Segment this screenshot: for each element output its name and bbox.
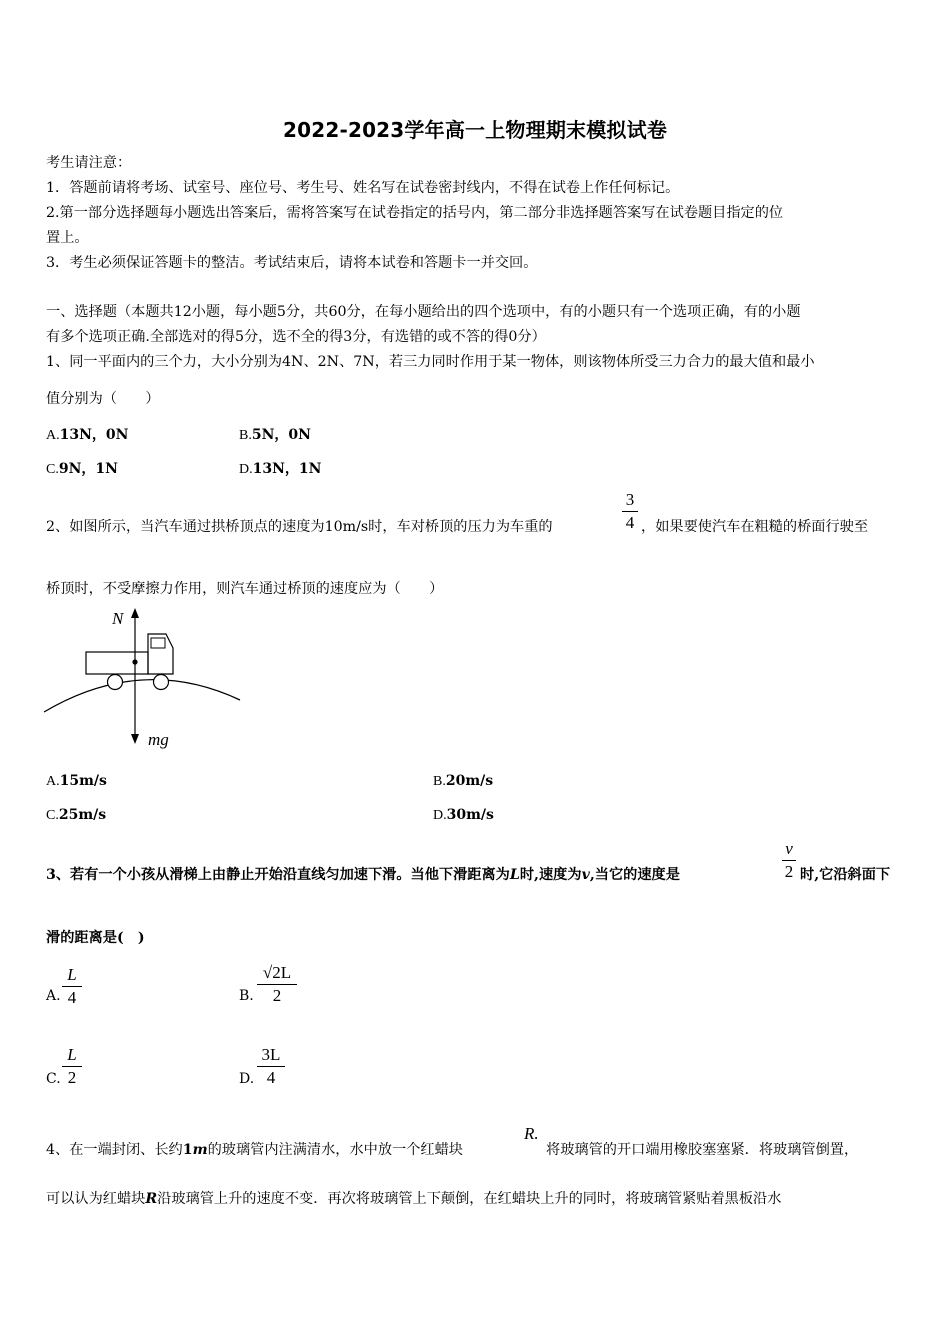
fraction-denominator: 2 <box>784 862 794 881</box>
q3-option-d-label: D. <box>239 1071 255 1087</box>
q3-fraction <box>782 840 796 881</box>
option-label: D. <box>433 808 447 823</box>
notice-item-3: 3．考生必须保证答题卡的整洁。考试结束后，请将本试卷和答题卡一并交回。 <box>46 255 538 271</box>
q3-option-a-fraction <box>62 966 82 1007</box>
q4-stem-line2 <box>46 1189 781 1209</box>
q3-text-d: 时,它沿斜面下 <box>800 867 891 883</box>
q3-text-a: 3、若有一个小孩从滑梯上由静止开始沿直线匀加速下滑。当他下滑距离为 <box>46 867 510 883</box>
q1-option-d <box>239 458 321 478</box>
q4-length: 1 <box>182 1142 193 1158</box>
option-text: 9N，1N <box>58 461 118 477</box>
q3-option-a-label: A. <box>46 988 61 1004</box>
notice-item-1: 1．答题前请将考场、试室号、座位号、考生号、姓名写在试卷密封线内，不得在试卷上作任何标记。 <box>46 180 680 196</box>
q2-stem-line1b: ，如果要使汽车在粗糙的桥面行驶至 <box>641 519 869 535</box>
q1-stem-line1: 1、同一平面内的三个力，大小分别为4N、2N、7N，若三力同时作用于某一物体，则该物体所受三力合力的最大值和最小 <box>46 354 815 370</box>
q2-option-b <box>433 773 493 790</box>
q4-text-b: 的玻璃管内注满清水，水中放一个红蜡块 <box>207 1142 463 1158</box>
q1-option-a <box>46 424 128 444</box>
q2-stem-line2: 桥顶时，不受摩擦力作用，则汽车通过桥顶的速度应为（ ） <box>46 581 444 597</box>
q2-stem-line1a: 2、如图所示，当汽车通过拱桥顶点的速度为10m/s时，车对桥顶的压力为车重的 <box>46 519 553 535</box>
option-label: D. <box>239 462 253 477</box>
q4-text-c: 将玻璃管的开口端用橡胶塞塞紧．将玻璃管倒置， <box>546 1142 859 1158</box>
q3-option-c-fraction <box>62 1046 82 1087</box>
option-label: B. <box>433 774 446 789</box>
option-label: A. <box>46 428 60 443</box>
option-label: B. <box>239 428 252 443</box>
q2-option-c <box>46 807 106 824</box>
q4-symbol-r: R. <box>524 1124 539 1143</box>
fraction-bar <box>62 986 82 987</box>
page-title: 2022-2023学年高一上物理期末模拟试卷 <box>282 118 668 142</box>
option-label: C. <box>46 462 59 477</box>
label-mg: mg <box>148 730 169 749</box>
q4-stem-line1 <box>46 1140 463 1160</box>
truck-bridge-figure <box>40 604 245 754</box>
notice-item-2: 2.第一部分选择题每小题选出答案后，需将答案写在试卷指定的括号内，第二部分非选择题答案写在试卷题目指定的位 <box>46 205 784 221</box>
q3-var-l: L <box>509 867 520 883</box>
fraction-numerator: L <box>67 1045 77 1064</box>
q2-option-d <box>433 807 494 824</box>
q4-var-r: R <box>145 1191 158 1207</box>
option-text: 13N，1N <box>252 461 322 477</box>
q1-stem-line2: 值分别为（ ） <box>46 391 160 407</box>
option-text: 15m/s <box>59 773 107 789</box>
q3-option-c-label: C. <box>46 1071 61 1087</box>
option-text: 30m/s <box>446 807 494 823</box>
q3-var-v: v <box>581 867 590 883</box>
fraction-numerator: 3L <box>261 1045 281 1064</box>
center-of-mass-dot <box>132 659 137 664</box>
q3-stem-line1 <box>46 865 680 885</box>
option-text: 13N，0N <box>59 427 129 443</box>
fraction-bar <box>622 511 638 512</box>
fraction-denominator: 2 <box>67 1068 77 1087</box>
fraction-denominator: 4 <box>67 988 77 1007</box>
q3-text-b: 时,速度为 <box>519 867 582 883</box>
option-label: A. <box>46 774 60 789</box>
fraction-bar <box>257 984 297 985</box>
q4-text-a: 4、在一端封闭、长约 <box>46 1142 183 1158</box>
bridge-arc <box>44 680 240 712</box>
fraction-denominator: 4 <box>266 1068 276 1087</box>
notice-heading: 考生请注意： <box>46 155 132 171</box>
q4-text-d: 可以认为红蜡块 <box>46 1191 146 1207</box>
q3-text-c: ,当它的速度是 <box>589 867 680 883</box>
fraction-bar <box>257 1066 285 1067</box>
section-heading-line1: 一、选择题（本题共12小题，每小题5分，共60分，在每小题给出的四个选项中，有的小题只有一个选项正确，有的小题 <box>46 304 801 320</box>
fraction-numerator: 3 <box>625 490 635 509</box>
q2-option-a <box>46 773 107 790</box>
fraction-denominator: 4 <box>625 513 635 532</box>
q2-fraction <box>622 491 638 532</box>
q4-text-e: 沿玻璃管上升的速度不变．再次将玻璃管上下颠倒，在红蜡块上升的同时，将玻璃管紧贴着黑板沿水 <box>157 1191 782 1207</box>
label-n: N <box>112 609 124 628</box>
fraction-numerator: v <box>785 839 793 858</box>
fraction-numerator: √2L <box>262 963 292 982</box>
notice-item-2-cont: 置上。 <box>46 230 89 246</box>
fraction-numerator: L <box>67 965 77 984</box>
q3-option-d-fraction <box>257 1046 285 1087</box>
fraction-denominator: 2 <box>272 986 282 1005</box>
option-text: 25m/s <box>58 807 107 823</box>
q4-unit: m <box>192 1142 208 1158</box>
q1-option-b <box>239 424 311 444</box>
q3-stem-line2: 滑的距离是( ) <box>46 930 145 946</box>
fraction-bar <box>782 860 796 861</box>
option-label: C. <box>46 808 59 823</box>
arrowhead-down-icon <box>131 734 139 744</box>
section-heading-line2: 有多个选项正确.全部选对的得5分，选不全的得3分，有选错的或不答的得0分） <box>46 329 546 345</box>
option-text: 5N，0N <box>251 427 311 443</box>
q1-option-c <box>46 458 118 478</box>
option-text: 20m/s <box>445 773 494 789</box>
q3-option-b-fraction <box>257 964 297 1005</box>
fraction-bar <box>62 1066 82 1067</box>
q3-option-b-label: B. <box>239 988 254 1004</box>
arrowhead-up-icon <box>131 608 139 618</box>
